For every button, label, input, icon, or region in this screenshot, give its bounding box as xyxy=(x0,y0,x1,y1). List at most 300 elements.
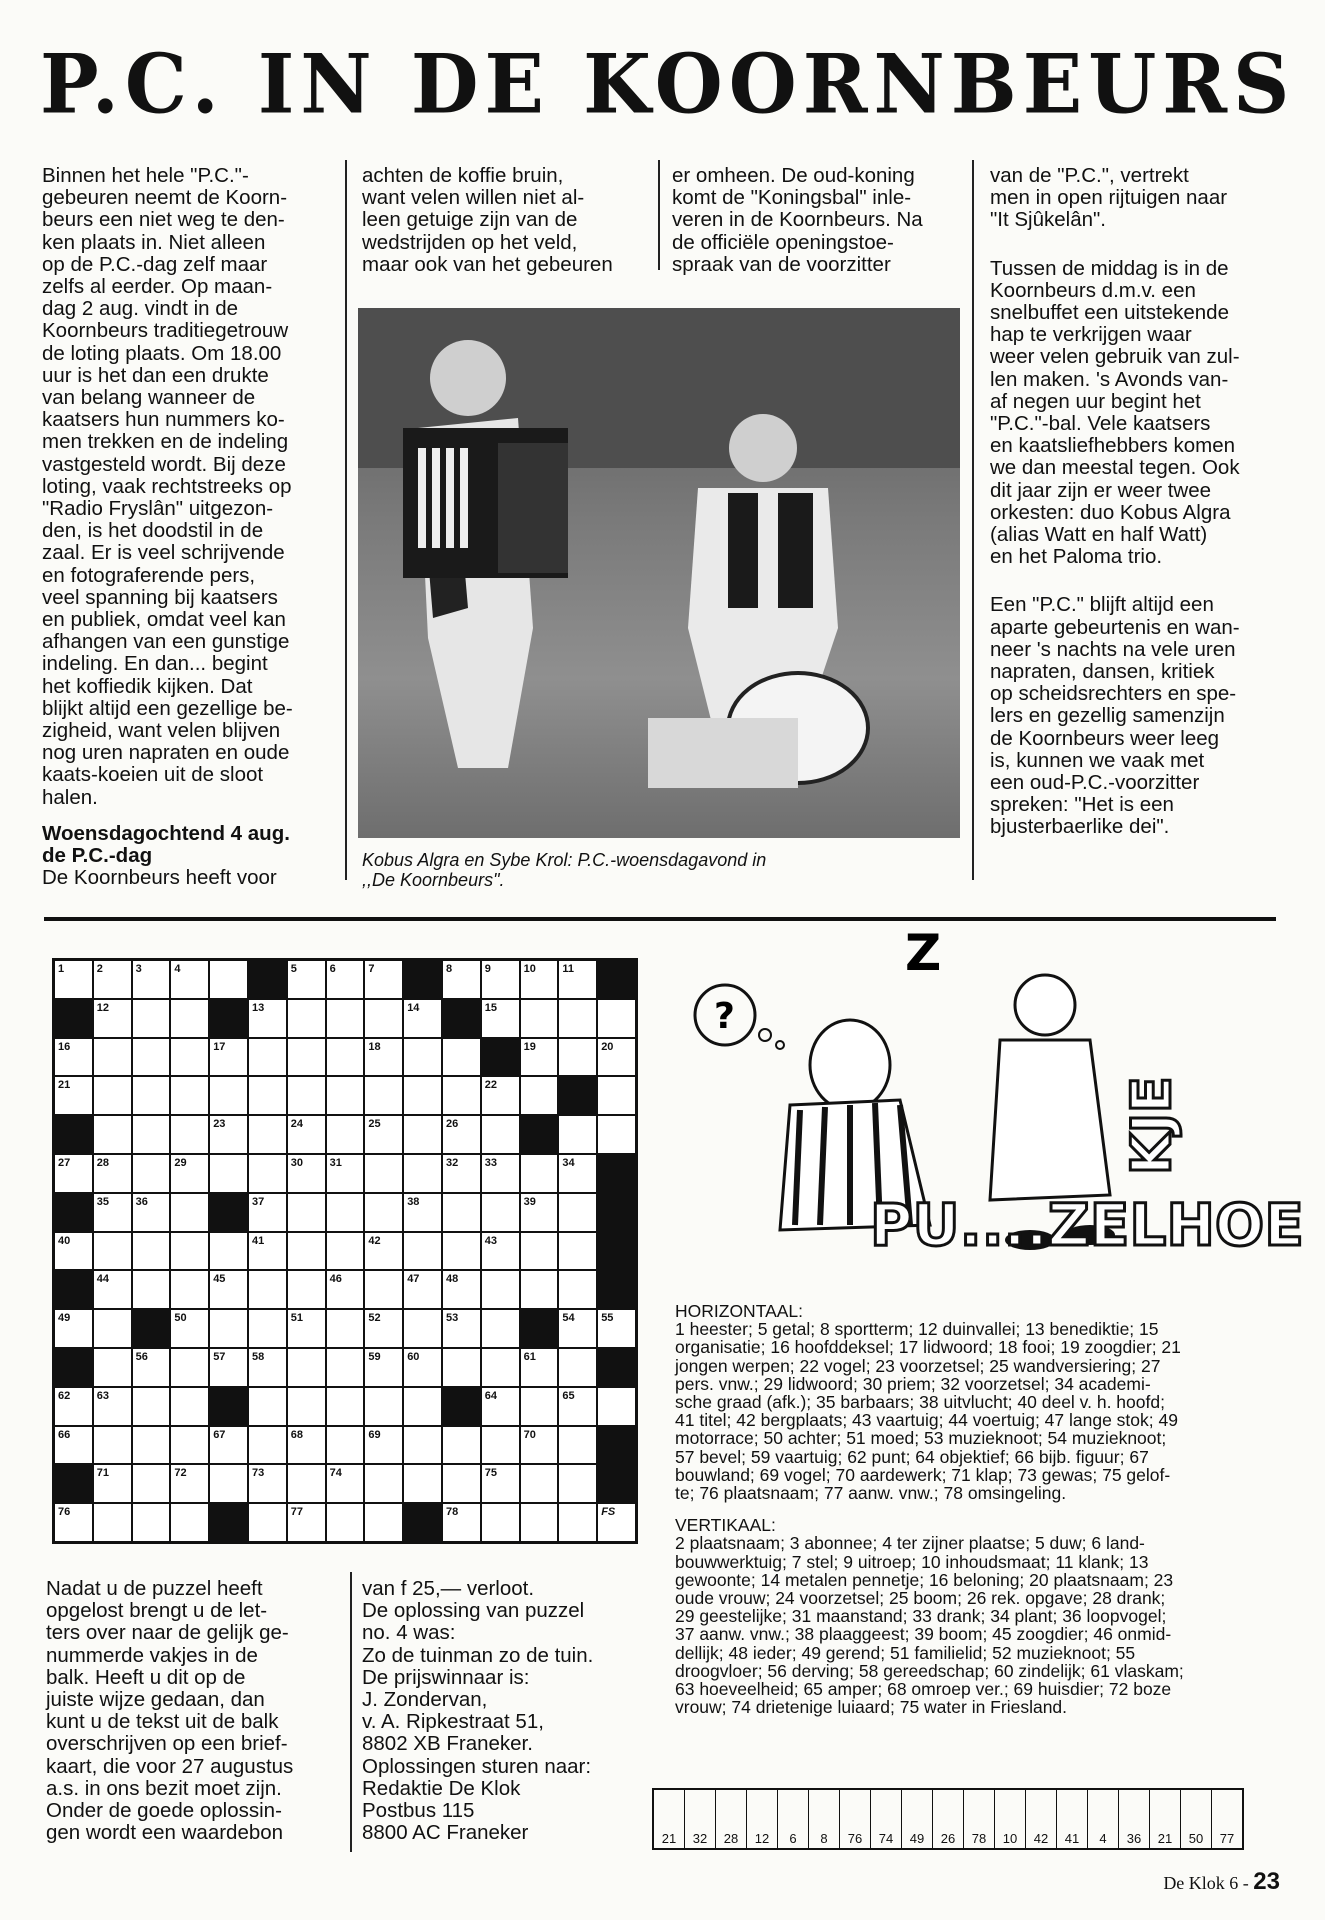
answer-box[interactable] xyxy=(902,1790,933,1848)
grid-cell[interactable] xyxy=(288,1465,325,1502)
grid-cell[interactable] xyxy=(327,1388,364,1425)
grid-cell[interactable] xyxy=(327,1077,364,1114)
grid-cell[interactable] xyxy=(443,1233,480,1270)
grid-cell[interactable] xyxy=(521,1504,558,1541)
article-column-2 xyxy=(362,165,652,276)
grid-cell[interactable] xyxy=(249,1116,286,1153)
answer-box[interactable] xyxy=(1026,1790,1057,1848)
grid-cell[interactable] xyxy=(404,1000,441,1037)
grid-cell[interactable] xyxy=(365,1077,402,1114)
grid-cell[interactable] xyxy=(55,1155,92,1192)
grid-cell[interactable] xyxy=(365,1349,402,1386)
grid-cell[interactable] xyxy=(365,1465,402,1502)
answer-box-number: 77 xyxy=(1219,1831,1235,1846)
grid-cell[interactable] xyxy=(133,1194,170,1231)
grid-cell[interactable] xyxy=(171,1349,208,1386)
cell-number: 69 xyxy=(368,1428,381,1441)
grid-cell[interactable] xyxy=(55,1388,92,1425)
grid-block xyxy=(521,1116,558,1153)
grid-cell[interactable] xyxy=(404,1194,441,1231)
grid-cell[interactable] xyxy=(404,1116,441,1153)
grid-cell[interactable] xyxy=(210,961,247,998)
grid-cell[interactable] xyxy=(288,1039,325,1076)
grid-cell[interactable] xyxy=(249,1349,286,1386)
grid-cell[interactable] xyxy=(443,1155,480,1192)
answer-box[interactable] xyxy=(964,1790,995,1848)
grid-cell[interactable] xyxy=(365,1039,402,1076)
grid-cell[interactable] xyxy=(404,1427,441,1464)
section-divider xyxy=(44,917,1276,921)
magazine-name: De Klok 6 - xyxy=(1163,1873,1249,1893)
cell-number: 30 xyxy=(290,1156,304,1169)
grid-block xyxy=(482,1039,519,1076)
grid-cell[interactable] xyxy=(94,1233,131,1270)
grid-cell[interactable] xyxy=(559,1039,596,1076)
cell-number: 50 xyxy=(174,1312,187,1325)
grid-cell[interactable] xyxy=(249,1000,286,1037)
cell-number: 37 xyxy=(251,1195,265,1208)
grid-cell[interactable] xyxy=(404,1039,441,1076)
cell-number: 2 xyxy=(96,963,103,975)
grid-cell[interactable] xyxy=(94,1465,131,1502)
grid-cell[interactable] xyxy=(598,1116,635,1153)
cell-number: 62 xyxy=(58,1389,71,1402)
cell-number: 61 xyxy=(523,1350,536,1363)
grid-cell[interactable] xyxy=(288,1116,325,1153)
grid-cell[interactable] xyxy=(404,1465,441,1502)
grid-cell[interactable] xyxy=(521,1039,558,1076)
grid-cell[interactable] xyxy=(94,1427,131,1464)
grid-cell[interactable] xyxy=(249,1039,286,1076)
answer-box[interactable] xyxy=(809,1790,840,1848)
grid-cell[interactable] xyxy=(559,961,596,998)
cell-number: 53 xyxy=(445,1312,459,1325)
cell-number: 42 xyxy=(368,1234,381,1247)
grid-cell[interactable] xyxy=(482,1116,519,1153)
grid-cell[interactable] xyxy=(327,1465,364,1502)
answer-strip[interactable] xyxy=(652,1788,1244,1850)
grid-block xyxy=(210,1194,247,1231)
grid-cell[interactable] xyxy=(521,1077,558,1114)
grid-cell[interactable] xyxy=(210,1233,247,1270)
grid-cell[interactable] xyxy=(598,1504,635,1541)
grid-block xyxy=(443,1000,480,1037)
grid-block xyxy=(559,1077,596,1114)
grid-cell[interactable] xyxy=(133,1077,170,1114)
grid-cell[interactable] xyxy=(133,1116,170,1153)
cell-number: 78 xyxy=(445,1506,459,1519)
grid-cell[interactable] xyxy=(365,1427,402,1464)
grid-cell[interactable] xyxy=(482,1504,519,1541)
cell-number: 58 xyxy=(251,1350,265,1363)
cell-number: 18 xyxy=(368,1040,381,1053)
grid-cell[interactable] xyxy=(598,1388,635,1425)
grid-cell[interactable] xyxy=(171,1310,208,1347)
grid-cell[interactable] xyxy=(55,961,92,998)
answer-box[interactable] xyxy=(871,1790,902,1848)
grid-cell[interactable] xyxy=(365,1388,402,1425)
grid-cell[interactable] xyxy=(365,1155,402,1192)
cell-number: 66 xyxy=(58,1428,71,1441)
grid-cell[interactable] xyxy=(521,1271,558,1308)
cell-number: 1 xyxy=(58,963,65,975)
cell-number: 16 xyxy=(58,1040,71,1053)
grid-cell[interactable] xyxy=(288,1504,325,1541)
grid-block xyxy=(598,1155,635,1192)
grid-cell[interactable] xyxy=(133,1155,170,1192)
grid-cell[interactable] xyxy=(249,1388,286,1425)
grid-cell[interactable] xyxy=(443,1349,480,1386)
answer-box[interactable] xyxy=(1212,1790,1242,1848)
grid-block xyxy=(404,1504,441,1541)
grid-cell[interactable] xyxy=(559,1000,596,1037)
grid-cell[interactable] xyxy=(521,1000,558,1037)
winner-address: J. Zondervan, v. A. Ripkestraat 51, 8802 XB Franeker. xyxy=(362,1688,544,1756)
answer-box[interactable] xyxy=(995,1790,1026,1848)
grid-cell[interactable] xyxy=(133,961,170,998)
grid-cell[interactable] xyxy=(365,1116,402,1153)
grid-cell[interactable] xyxy=(133,1427,170,1464)
grid-cell[interactable] xyxy=(55,1427,92,1464)
article-column-1 xyxy=(42,165,327,890)
grid-cell[interactable] xyxy=(521,1388,558,1425)
grid-cell[interactable] xyxy=(133,1349,170,1386)
grid-cell[interactable] xyxy=(443,1465,480,1502)
grid-cell[interactable] xyxy=(94,1116,131,1153)
grid-cell[interactable] xyxy=(404,1233,441,1270)
cell-number: 47 xyxy=(407,1273,420,1286)
grid-cell[interactable] xyxy=(210,1349,247,1386)
cell-number: 34 xyxy=(562,1156,575,1169)
grid-cell[interactable] xyxy=(598,1000,635,1037)
answer-box-number: 8 xyxy=(820,1831,828,1846)
crossword-grid[interactable] xyxy=(52,958,638,1544)
grid-cell[interactable] xyxy=(55,1233,92,1270)
grid-cell[interactable] xyxy=(443,1116,480,1153)
grid-cell[interactable] xyxy=(559,1504,596,1541)
grid-cell[interactable] xyxy=(288,1000,325,1037)
grid-cell[interactable] xyxy=(288,961,325,998)
grid-cell[interactable] xyxy=(171,1000,208,1037)
cell-number: 70 xyxy=(523,1428,536,1441)
grid-cell[interactable] xyxy=(443,1504,480,1541)
grid-cell[interactable] xyxy=(94,1310,131,1347)
grid-cell[interactable] xyxy=(365,1310,402,1347)
grid-cell[interactable] xyxy=(210,1465,247,1502)
grid-cell[interactable] xyxy=(133,1271,170,1308)
grid-cell[interactable] xyxy=(482,1271,519,1308)
grid-cell[interactable] xyxy=(327,961,364,998)
grid-cell[interactable] xyxy=(559,1194,596,1231)
grid-cell[interactable] xyxy=(327,1271,364,1308)
grid-cell[interactable] xyxy=(443,1427,480,1464)
grid-cell[interactable] xyxy=(249,1194,286,1231)
cell-number: 39 xyxy=(523,1195,536,1208)
grid-cell[interactable] xyxy=(94,1194,131,1231)
answer-box[interactable] xyxy=(933,1790,964,1848)
grid-cell[interactable] xyxy=(171,961,208,998)
grid-cell[interactable] xyxy=(171,1116,208,1153)
grid-cell[interactable] xyxy=(249,1077,286,1114)
grid-cell[interactable] xyxy=(94,1271,131,1308)
grid-block xyxy=(598,1427,635,1464)
caption-text: Kobus Algra en Sybe Krol: P.C.-woensdagavond in ,,De Koornbeurs". xyxy=(362,850,767,890)
grid-cell[interactable] xyxy=(482,1233,519,1270)
cell-number: 29 xyxy=(174,1156,187,1169)
grid-cell[interactable] xyxy=(288,1077,325,1114)
grid-cell[interactable] xyxy=(404,1271,441,1308)
grid-cell[interactable] xyxy=(133,1504,170,1541)
cell-number: 67 xyxy=(213,1428,226,1441)
cell-number: 21 xyxy=(58,1079,71,1092)
cell-number: 74 xyxy=(329,1467,342,1480)
grid-cell[interactable] xyxy=(327,1349,364,1386)
grid-cell[interactable] xyxy=(249,1427,286,1464)
page-footer xyxy=(1163,1868,1280,1896)
grid-cell[interactable] xyxy=(55,1039,92,1076)
grid-block xyxy=(210,1388,247,1425)
grid-cell[interactable] xyxy=(598,1077,635,1114)
grid-cell[interactable] xyxy=(482,1349,519,1386)
grid-block xyxy=(598,1465,635,1502)
solution-column xyxy=(362,1578,652,1844)
grid-cell[interactable] xyxy=(288,1233,325,1270)
grid-cell[interactable] xyxy=(559,1465,596,1502)
grid-block xyxy=(55,1349,92,1386)
grid-cell[interactable] xyxy=(559,1233,596,1270)
grid-cell[interactable] xyxy=(94,1039,131,1076)
grid-cell[interactable] xyxy=(133,1233,170,1270)
grid-cell[interactable] xyxy=(365,1504,402,1541)
page-number: 23 xyxy=(1253,1868,1280,1895)
grid-cell[interactable] xyxy=(443,1310,480,1347)
grid-cell[interactable] xyxy=(94,1349,131,1386)
grid-cell[interactable] xyxy=(94,961,131,998)
grid-cell[interactable] xyxy=(171,1465,208,1502)
grid-cell[interactable] xyxy=(133,1039,170,1076)
clues-text: 1 heester; 5 getal; 8 sportterm; 12 duinvallei; 13 benediktie; 15 organisatie; 16 hoofddeksel; 17 lidwoord; 18 fooi; 19 zoogdier; 21 jongen werpen; 22 vogel; 23 voorzetsel; 25 wandversiering; 27 pers. vnw.; 29 lidwoord; 30 priem; 32 voorzetsel; 34 academi- sche graad (afk.); 35 barbaars; 38 uitvlucht; 40 deel v. h. hoofd; 41 titel; 42 bergplaats; 43 vaartuig; 44 voertuig; 47 lange stok; 49 motorrace; 50 achter; 51 moed; 53 muzieknoot; 54 muzieknoot; 57 bevel; 59 vaartuig; 62 punt; 64 objektief; 66 bijb. figuur; 67 bouwland; 69 vogel; 70 aardewerk; 71 klap; 73 gewas; 75 gelof- te; 76 plaatsnaam; 77 aanw. vnw.; 78 omsingeling. xyxy=(675,1319,1181,1504)
grid-cell[interactable] xyxy=(521,1349,558,1386)
answer-box-number: 21 xyxy=(1157,1831,1173,1846)
grid-cell[interactable] xyxy=(443,1077,480,1114)
grid-cell[interactable] xyxy=(288,1388,325,1425)
grid-cell[interactable] xyxy=(210,1155,247,1192)
grid-cell[interactable] xyxy=(482,1194,519,1231)
cell-number: 11 xyxy=(562,963,575,975)
grid-cell[interactable] xyxy=(559,1271,596,1308)
grid-cell[interactable] xyxy=(327,1000,364,1037)
grid-cell[interactable] xyxy=(482,1388,519,1425)
grid-cell[interactable] xyxy=(365,1000,402,1037)
grid-cell[interactable] xyxy=(133,1388,170,1425)
grid-cell[interactable] xyxy=(482,1077,519,1114)
grid-cell[interactable] xyxy=(249,1233,286,1270)
answer-box[interactable] xyxy=(747,1790,778,1848)
grid-cell[interactable] xyxy=(288,1194,325,1231)
cell-number: 9 xyxy=(484,963,491,975)
grid-cell[interactable] xyxy=(482,1310,519,1347)
answer-box-number: 50 xyxy=(1188,1831,1204,1846)
grid-cell[interactable] xyxy=(443,1039,480,1076)
grid-cell[interactable] xyxy=(288,1155,325,1192)
cell-number: 63 xyxy=(96,1389,110,1402)
answer-box[interactable] xyxy=(1181,1790,1212,1848)
grid-cell[interactable] xyxy=(171,1077,208,1114)
grid-cell[interactable] xyxy=(443,961,480,998)
grid-cell[interactable] xyxy=(171,1427,208,1464)
cell-number: 68 xyxy=(290,1428,304,1441)
grid-cell[interactable] xyxy=(94,1388,131,1425)
grid-cell[interactable] xyxy=(521,1194,558,1231)
grid-cell[interactable] xyxy=(482,961,519,998)
grid-cell[interactable] xyxy=(55,1310,92,1347)
svg-text:Z: Z xyxy=(905,924,942,982)
grid-cell[interactable] xyxy=(249,1465,286,1502)
grid-cell[interactable] xyxy=(559,1155,596,1192)
grid-cell[interactable] xyxy=(210,1310,247,1347)
grid-cell[interactable] xyxy=(288,1271,325,1308)
grid-cell[interactable] xyxy=(404,1077,441,1114)
grid-cell[interactable] xyxy=(249,1155,286,1192)
grid-cell[interactable] xyxy=(171,1233,208,1270)
clues-heading: VERTIKAAL: xyxy=(675,1515,776,1536)
grid-cell[interactable] xyxy=(210,1427,247,1464)
grid-cell[interactable] xyxy=(288,1427,325,1464)
cell-number: 17 xyxy=(213,1040,226,1053)
cell-number: 73 xyxy=(251,1467,265,1480)
answer-box[interactable] xyxy=(1088,1790,1119,1848)
grid-cell[interactable] xyxy=(171,1388,208,1425)
answer-box[interactable] xyxy=(1057,1790,1088,1848)
grid-cell[interactable] xyxy=(249,1271,286,1308)
grid-cell[interactable] xyxy=(598,1310,635,1347)
grid-cell[interactable] xyxy=(327,1155,364,1192)
grid-cell[interactable] xyxy=(365,1233,402,1270)
grid-cell[interactable] xyxy=(327,1310,364,1347)
cell-number: 8 xyxy=(445,963,453,975)
grid-cell[interactable] xyxy=(94,1077,131,1114)
cell-number: 13 xyxy=(251,1001,265,1014)
cell-number: 3 xyxy=(135,963,142,975)
grid-cell[interactable] xyxy=(171,1504,208,1541)
grid-cell[interactable] xyxy=(249,1310,286,1347)
answer-box[interactable] xyxy=(840,1790,871,1848)
grid-cell[interactable] xyxy=(249,1504,286,1541)
grid-cell[interactable] xyxy=(404,1349,441,1386)
answer-box-number: 78 xyxy=(971,1831,987,1846)
grid-cell[interactable] xyxy=(443,1194,480,1231)
grid-cell[interactable] xyxy=(327,1427,364,1464)
grid-cell[interactable] xyxy=(288,1349,325,1386)
grid-cell[interactable] xyxy=(327,1116,364,1153)
answer-box-number: 6 xyxy=(789,1831,797,1846)
grid-cell[interactable] xyxy=(210,1077,247,1114)
grid-cell[interactable] xyxy=(559,1116,596,1153)
cell-number: 6 xyxy=(329,963,336,975)
grid-cell[interactable] xyxy=(559,1349,596,1386)
cell-number: 54 xyxy=(562,1312,575,1325)
answer-box[interactable] xyxy=(716,1790,747,1848)
cell-number: 23 xyxy=(213,1118,226,1131)
grid-cell[interactable] xyxy=(55,1504,92,1541)
answer-box[interactable] xyxy=(685,1790,716,1848)
grid-cell[interactable] xyxy=(559,1427,596,1464)
grid-cell[interactable] xyxy=(210,1116,247,1153)
column-divider xyxy=(345,160,347,880)
grid-cell[interactable] xyxy=(365,1271,402,1308)
grid-block xyxy=(249,961,286,998)
grid-cell[interactable] xyxy=(482,1427,519,1464)
grid-cell[interactable] xyxy=(521,961,558,998)
grid-cell[interactable] xyxy=(559,1310,596,1347)
clues-heading: HORIZONTAAL: xyxy=(675,1301,804,1321)
grid-cell[interactable] xyxy=(171,1271,208,1308)
grid-cell[interactable] xyxy=(327,1504,364,1541)
grid-cell[interactable] xyxy=(210,1271,247,1308)
answer-box[interactable] xyxy=(1150,1790,1181,1848)
grid-cell[interactable] xyxy=(521,1427,558,1464)
grid-cell[interactable] xyxy=(365,961,402,998)
section-subhead: Woensdagochtend 4 aug. de P.C.-dag xyxy=(42,821,290,868)
grid-cell[interactable] xyxy=(94,1155,131,1192)
answer-box[interactable] xyxy=(1119,1790,1150,1848)
grid-cell[interactable] xyxy=(443,1271,480,1308)
cell-number: 72 xyxy=(174,1467,187,1480)
musicians-photo xyxy=(358,308,960,838)
page-headline: P.C. IN DE KOORNBEURS xyxy=(40,36,1296,133)
answer-box[interactable] xyxy=(654,1790,685,1848)
grid-cell[interactable] xyxy=(210,1039,247,1076)
grid-cell[interactable] xyxy=(404,1155,441,1192)
grid-cell[interactable] xyxy=(559,1388,596,1425)
grid-cell[interactable] xyxy=(521,1155,558,1192)
grid-cell[interactable] xyxy=(55,1077,92,1114)
winner-heading: De prijswinnaar is: xyxy=(362,1665,530,1689)
grid-cell[interactable] xyxy=(288,1310,325,1347)
grid-cell[interactable] xyxy=(482,1000,519,1037)
clues-text: 2 plaatsnaam; 3 abonnee; 4 ter zijner plaatse; 5 duw; 6 land- bouwwerktuig; 7 stel; 9 uitroep; 10 inhoudsmaat; 11 klank; 13 gewoonte; 14 metalen pennetje; 16 beloning; 20 plaatsnaam; 23 oude vrouw; 24 voorzetsel; 25 boom; 26 rek. opgave; 28 drank; 29 geestelijke; 31 maanstand; 33 drank; 34 plant; 36 loopvogel; 37 aanw. vnw.; 38 plaaggeest; 39 boom; 45 zoogdier; 46 onmid- dellijk; 48 ieder; 49 gerend; 51 familielid; 52 muzieknoot; 55 droogvloer; 56 derving; 58 gereedschap; 60 zindelijk; 61 vlaskam; 63 hoeveelheid; 65 amper; 68 omroep ver.; 69 huisdier; 72 boze vrouw; 74 drietenige luiaard; 75 water in Friesland. xyxy=(675,1533,1184,1718)
grid-cell[interactable] xyxy=(327,1233,364,1270)
grid-cell[interactable] xyxy=(404,1310,441,1347)
grid-block xyxy=(55,1465,92,1502)
grid-cell[interactable] xyxy=(171,1155,208,1192)
grid-cell[interactable] xyxy=(482,1155,519,1192)
grid-cell[interactable] xyxy=(365,1194,402,1231)
grid-cell[interactable] xyxy=(521,1233,558,1270)
grid-cell[interactable] xyxy=(94,1504,131,1541)
column-divider xyxy=(972,160,974,880)
grid-cell[interactable] xyxy=(133,1000,170,1037)
grid-cell[interactable] xyxy=(482,1465,519,1502)
cell-number: 40 xyxy=(58,1234,71,1247)
grid-cell[interactable] xyxy=(133,1465,170,1502)
grid-block xyxy=(521,1310,558,1347)
grid-cell[interactable] xyxy=(327,1039,364,1076)
previous-solution: Zo de tuinman zo de tuin. xyxy=(362,1643,594,1667)
grid-block xyxy=(598,1349,635,1386)
grid-cell[interactable] xyxy=(171,1194,208,1231)
svg-text:PU....ZELHOE: PU....ZELHOE xyxy=(870,1191,1304,1259)
grid-cell[interactable] xyxy=(171,1039,208,1076)
answer-box[interactable] xyxy=(778,1790,809,1848)
grid-cell[interactable] xyxy=(327,1194,364,1231)
article-column-3 xyxy=(672,165,962,276)
grid-cell[interactable] xyxy=(521,1465,558,1502)
grid-cell[interactable] xyxy=(598,1039,635,1076)
grid-cell[interactable] xyxy=(404,1388,441,1425)
grid-cell[interactable] xyxy=(94,1000,131,1037)
corner-mark: FS xyxy=(601,1506,616,1519)
